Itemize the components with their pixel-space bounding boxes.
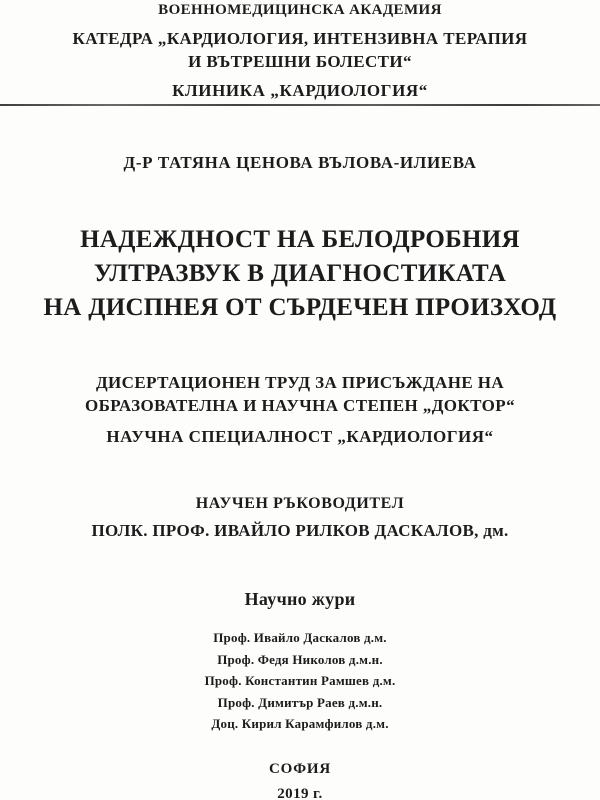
jury-member: Проф. Федя Николов д.м.н. [217,651,383,667]
scientific-specialty: НАУЧНА СПЕЦИАЛНОСТ „КАРДИОЛОГИЯ“ [106,427,494,446]
author-name: Д-Р ТАТЯНА ЦЕНОВА ВЪЛОВА-ИЛИЕВА [123,153,477,172]
jury-member: Проф. Ивайло Даскалов д.м. [213,630,387,645]
thesis-purpose-line1: ДИСЕРТАЦИОНЕН ТРУД ЗА ПРИСЪЖДАНЕ НА [95,373,505,392]
year-label: 2019 г. [277,786,323,800]
jury-heading: Научно жури [244,589,356,609]
dissertation-title-line2: УЛТРАЗВУК В ДИАГНОСТИКАТА [93,260,507,287]
jury-member: Проф. Константин Рамшев д.м. [204,673,396,688]
department-name-line2: И ВЪТРЕШНИ БОЛЕСТИ“ [188,52,412,71]
jury-member-list [0,627,600,735]
dissertation-title-line1: НАДЕЖДНОСТ НА БЕЛОДРОБНИЯ [80,226,520,253]
thesis-purpose-line2: ОБРАЗОВАТЕЛНА И НАУЧНА СТЕПЕН „ДОКТОР“ [85,396,515,415]
horizontal-divider [0,104,600,106]
dissertation-title-line3: НА ДИСПНЕЯ ОТ СЪРДЕЧЕН ПРОИЗХОД [43,294,557,321]
city-name: СОФИЯ [268,761,332,777]
institution-name: ВОЕННОМЕДИЦИНСКА АКАДЕМИЯ [158,2,442,18]
supervisor-heading: НАУЧЕН РЪКОВОДИТЕЛ [195,495,405,512]
clinic-name: КЛИНИКА „КАРДИОЛОГИЯ“ [172,81,428,100]
jury-member: Доц. Кирил Карамфилов д.м. [211,716,389,731]
supervisor-name: ПОЛК. ПРОФ. ИВАЙЛО РИЛКОВ ДАСКАЛОВ, дм. [91,521,509,540]
department-name-line1: КАТЕДРА „КАРДИОЛОГИЯ, ИНТЕНЗИВНА ТЕРАПИЯ [72,29,528,48]
jury-member: Проф. Димитър Раев д.м.н. [217,694,383,710]
